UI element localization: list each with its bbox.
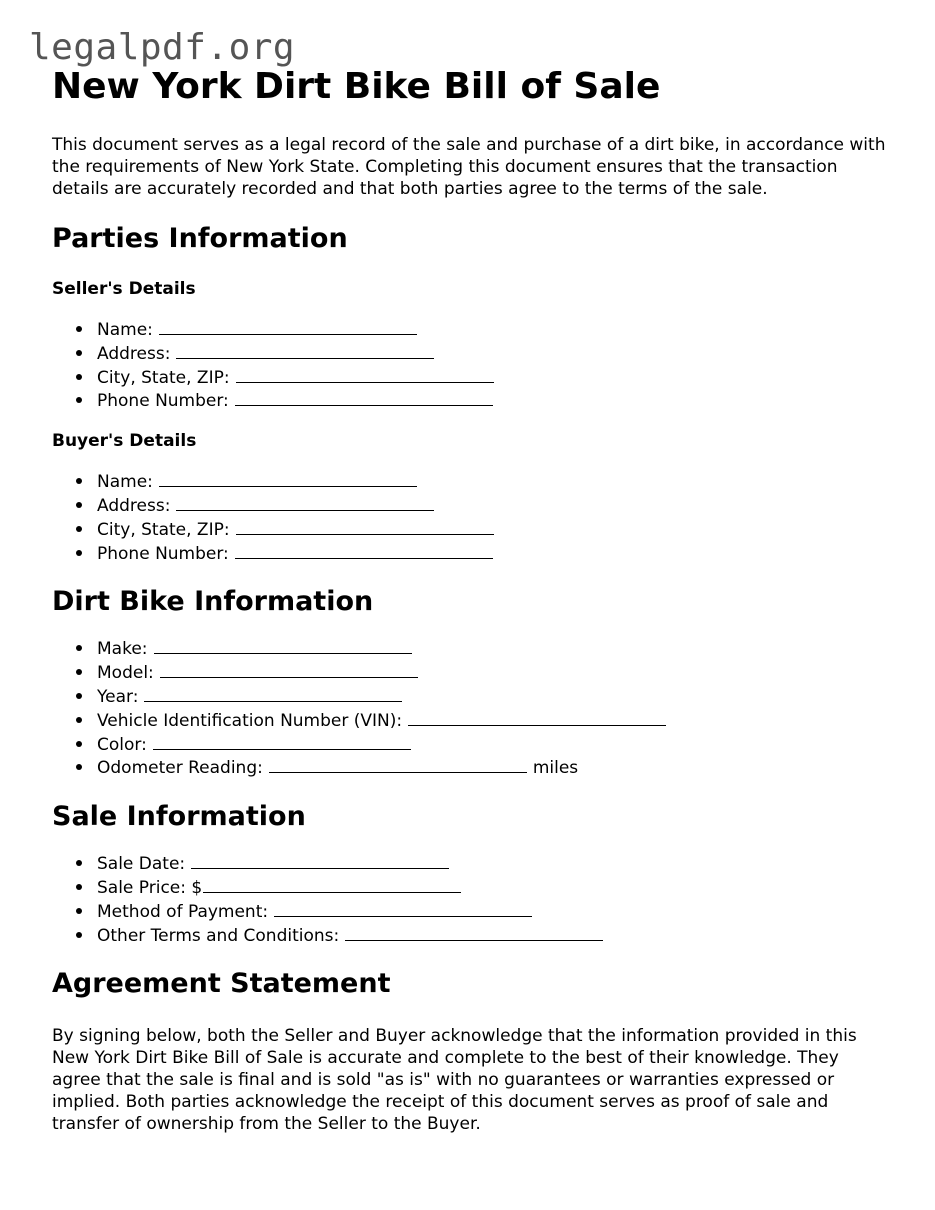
sale-fields-list xyxy=(52,852,892,947)
bike-color-field xyxy=(97,733,892,757)
bike-model-field xyxy=(97,661,892,685)
field-label: Phone Number: xyxy=(97,391,229,412)
intro-paragraph: This document serves as a legal record of the sale and purchase of a dirt bike, in accordance with the requirements of New York State. Completing this document ensures that the transaction details are accurately recorded and that both parties agree to the terms of the sale. xyxy=(52,135,886,199)
blank-line[interactable] xyxy=(345,924,603,941)
document-title: New York Dirt Bike Bill of Sale xyxy=(52,66,661,107)
blank-line[interactable] xyxy=(235,542,493,559)
blank-line[interactable] xyxy=(159,470,417,487)
field-label: Color: xyxy=(97,734,147,755)
field-label: Name: xyxy=(97,472,153,493)
field-label: Odometer Reading: xyxy=(97,758,263,779)
bike-make-field xyxy=(97,637,892,661)
blank-line[interactable] xyxy=(176,494,434,511)
agreement-heading: Agreement Statement xyxy=(52,968,391,1000)
blank-line[interactable] xyxy=(159,318,417,335)
blank-line[interactable] xyxy=(144,685,402,702)
buyer-fields-list xyxy=(52,470,892,565)
bike-heading: Dirt Bike Information xyxy=(52,586,374,618)
sale-heading: Sale Information xyxy=(52,801,306,833)
blank-line[interactable] xyxy=(203,876,461,893)
buyer-name-field xyxy=(97,470,892,494)
blank-line[interactable] xyxy=(176,342,434,359)
buyer-phone-field xyxy=(97,542,892,566)
field-label: Name: xyxy=(97,320,153,340)
field-label: Sale Date: xyxy=(97,854,186,875)
field-label: Other Terms and Conditions: xyxy=(97,925,340,946)
field-label: Address: xyxy=(97,495,171,516)
blank-line[interactable] xyxy=(160,661,418,678)
seller-heading: Seller's Details xyxy=(52,279,196,299)
seller-fields-list xyxy=(52,318,892,413)
other-terms-field xyxy=(97,924,892,948)
field-label: City, State, ZIP: xyxy=(97,367,230,388)
bike-fields-list xyxy=(52,637,892,780)
blank-line[interactable] xyxy=(269,756,527,773)
odometer-unit: miles xyxy=(532,758,579,779)
seller-phone-field xyxy=(97,389,892,413)
agreement-paragraph: By signing below, both the Seller and Buyer acknowledge that the information provided in this New York Dirt Bike Bill of Sale is accurate and complete to the best of their knowledge. They agree that the sale is final and is sold "as is" with no guarantees or warranties expressed or implied. Both parties acknowledge the receipt of this document serves as proof of sale and transfer of ownership from the Seller to the Buyer. xyxy=(52,1026,857,1135)
blank-line[interactable] xyxy=(153,733,411,750)
field-label: Vehicle Identification Number (VIN): xyxy=(97,710,403,731)
sale-price-field xyxy=(97,876,892,900)
document xyxy=(52,64,892,1135)
buyer-heading: Buyer's Details xyxy=(52,431,197,452)
buyer-city-state-zip-field xyxy=(97,518,892,542)
buyer-address-field xyxy=(97,494,892,518)
sale-date-field xyxy=(97,852,892,876)
blank-line[interactable] xyxy=(408,709,666,726)
blank-line[interactable] xyxy=(236,366,494,383)
bike-year-field xyxy=(97,685,892,709)
bike-vin-field xyxy=(97,709,892,733)
watermark: legalpdf.org xyxy=(29,27,296,68)
field-label: Sale Price: $ xyxy=(97,877,203,898)
field-label: Model: xyxy=(97,663,154,684)
field-label: City, State, ZIP: xyxy=(97,519,230,540)
payment-method-field xyxy=(97,900,892,924)
field-label: Phone Number: xyxy=(97,543,229,564)
seller-address-field xyxy=(97,342,892,366)
field-label: Make: xyxy=(97,639,148,660)
blank-line[interactable] xyxy=(154,637,412,654)
seller-city-state-zip-field xyxy=(97,366,892,390)
blank-line[interactable] xyxy=(274,900,532,917)
seller-name-field xyxy=(97,318,892,342)
field-label: Method of Payment: xyxy=(97,901,269,922)
blank-line[interactable] xyxy=(191,852,449,869)
field-label: Address: xyxy=(97,343,171,364)
bike-odometer-field xyxy=(97,756,892,780)
blank-line[interactable] xyxy=(236,518,494,535)
blank-line[interactable] xyxy=(235,389,493,406)
parties-heading: Parties Information xyxy=(52,223,348,254)
field-label: Year: xyxy=(97,686,139,707)
